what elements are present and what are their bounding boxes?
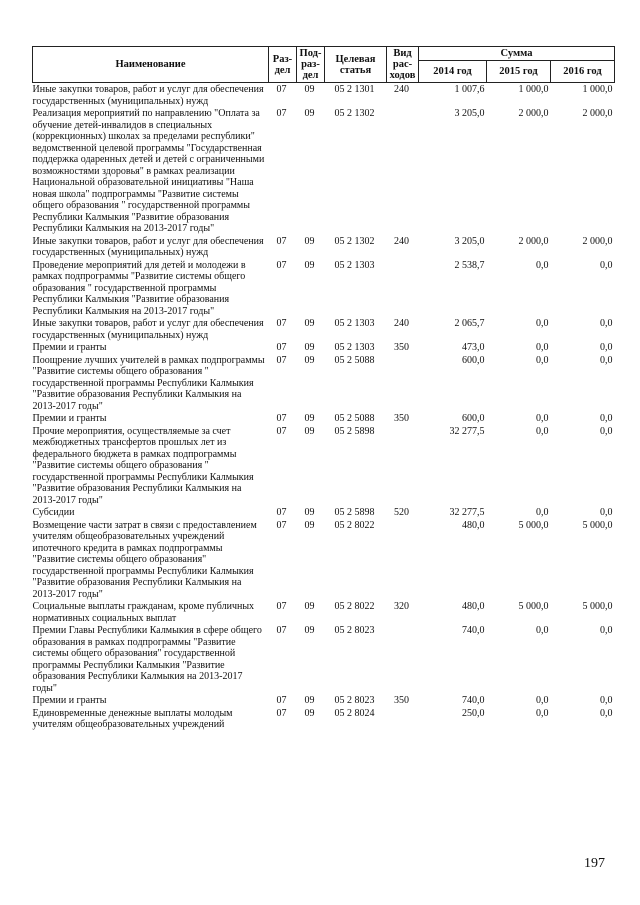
row-subsection: 09 [304,507,315,518]
table-row [33,425,615,507]
row-subsection: 09 [304,235,315,247]
row-name: Премии и гранты [32,342,107,353]
row-name: Возмещение части затрат в связи с предоставлением учителям общеобразовательных учреждений ипотечного кредита в рамках подпрограммы "Развитие системы общего образования" государственной программы Республики Калмыкия "Развитие образования Республики Калмыкия на 2013-2017 годы" [32,519,257,600]
row-sum-2014: 600,0 [462,413,485,424]
row-target-article: 05 2 5088 [334,354,375,366]
row-subsection: 09 [304,413,315,424]
header-year-2015: 2015 год [487,61,551,83]
table-row [33,83,615,108]
row-name: Прочие мероприятия, осуществляемые за счет межбюджетных трансфертов прошлых лет из федерального бюджета в рамках подпрограммы "Развитие системы общего образования " государственной программы Республики Калмыкия "Развитие образования Республики Калмыкия на 2013-2017 годы" [32,425,254,506]
row-sum-2014: 740,0 [462,695,485,706]
row-sum-2016: 0,0 [600,342,613,353]
row-subsection: 09 [304,108,315,119]
row-target-article: 05 2 1302 [334,108,375,119]
row-sum-2015: 2 000,0 [518,108,549,119]
table-row [33,259,615,318]
row-sum-2016: 0,0 [600,425,613,437]
row-sum-2016: 0,0 [600,707,613,719]
row-section: 07 [276,259,287,271]
row-sum-2014: 473,0 [462,342,485,353]
row-target-article: 05 2 5088 [334,413,375,424]
row-target-article: 05 2 1301 [334,84,375,95]
header-sum: Сумма [419,47,615,61]
row-sum-2015: 2 000,0 [518,235,549,247]
header-expense-type: Вид рас-ходов [387,47,419,83]
row-sum-2016: 0,0 [600,507,613,518]
header-name: Наименование [33,47,269,83]
table-row [33,341,615,354]
row-expense-type: 520 [394,507,409,518]
row-section: 07 [276,507,287,518]
row-sum-2015: 5 000,0 [518,601,549,612]
row-section: 07 [276,318,287,329]
row-name: Социальные выплаты гражданам, кроме публичных нормативных социальных выплат [32,601,255,624]
row-name: Иные закупки товаров, работ и услуг для обеспечения государственных (муниципальных) нужд [32,84,264,107]
row-sum-2014: 1 007,6 [454,84,485,95]
row-subsection: 09 [304,354,315,366]
row-expense-type [387,107,419,235]
row-sum-2015: 5 000,0 [518,519,549,531]
header-section: Раз-дел [269,47,297,83]
row-sum-2015: 0,0 [536,695,549,706]
row-subsection: 09 [304,425,315,437]
table-row [33,707,615,731]
row-target-article: 05 2 8023 [334,695,375,706]
row-section: 07 [276,354,287,366]
row-sum-2016: 0,0 [600,413,613,424]
row-sum-2016: 0,0 [600,318,613,329]
row-sum-2015: 0,0 [536,413,549,424]
row-sum-2016: 0,0 [600,695,613,706]
row-sum-2014: 600,0 [462,354,485,366]
row-sum-2016: 0,0 [600,625,613,636]
row-sum-2014: 32 277,5 [449,507,485,518]
row-name: Субсидии [32,507,75,518]
row-sum-2016: 2 000,0 [582,235,613,247]
page-number: 197 [584,856,605,871]
header-target-article: Целевая статья [325,47,387,83]
table-row [33,107,615,235]
row-sum-2015: 0,0 [536,625,549,636]
row-expense-type [387,259,419,318]
row-name: Премии и гранты [32,695,107,706]
row-section: 07 [276,695,287,706]
row-target-article: 05 2 8022 [334,601,375,612]
row-subsection: 09 [304,259,315,271]
row-section: 07 [276,707,287,719]
row-section: 07 [276,601,287,612]
row-target-article: 05 2 8024 [334,707,375,719]
row-expense-type: 350 [394,695,409,706]
row-subsection: 09 [304,84,315,95]
row-target-article: 05 2 5898 [334,507,375,518]
row-subsection: 09 [304,601,315,612]
row-expense-type: 350 [394,342,409,353]
row-sum-2014: 3 205,0 [454,235,485,247]
row-section: 07 [276,108,287,119]
header-year-2016: 2016 год [551,61,615,83]
row-name: Иные закупки товаров, работ и услуг для обеспечения государственных (муниципальных) нужд [32,235,264,258]
table-row [33,506,615,519]
row-target-article: 05 2 1303 [334,318,375,329]
table-row [33,235,615,259]
row-sum-2016: 5 000,0 [582,519,613,531]
header-year-2014: 2014 год [419,61,487,83]
row-name: Проведение мероприятий для детей и молодежи в рамках подпрограммы "Развитие системы общего образования " государственной программы Республики Калмыкия "Развитие образования Республики Калмыкия на 2013-2017 годы" [32,259,246,317]
row-sum-2014: 2 538,7 [454,259,485,271]
row-name: Иные закупки товаров, работ и услуг для обеспечения государственных (муниципальных) нужд [32,318,264,341]
row-sum-2014: 740,0 [462,625,485,636]
row-expense-type [387,425,419,507]
row-section: 07 [276,84,287,95]
row-sum-2014: 2 065,7 [454,318,485,329]
table-row [33,317,615,341]
row-expense-type: 240 [394,235,409,247]
row-sum-2016: 5 000,0 [582,601,613,612]
row-section: 07 [276,625,287,636]
row-sum-2014: 250,0 [462,707,485,719]
row-name: Поощрение лучших учителей в рамках подпрограммы "Развитие системы общего образования " государственной программы Республики Калмыкия "Развитие образования Республики Калмыкия на 2013-2017 годы" [32,354,265,412]
table-body [33,83,615,731]
table-row [33,412,615,425]
row-expense-type [387,354,419,413]
row-target-article: 05 2 8023 [334,625,375,636]
row-expense-type: 240 [394,318,409,329]
row-name: Единовременные денежные выплаты молодым учителям общеобразовательных учреждений [32,707,233,730]
row-subsection: 09 [304,707,315,719]
row-target-article: 05 2 1303 [334,259,375,271]
row-subsection: 09 [304,519,315,531]
row-expense-type [387,624,419,694]
table-row [33,600,615,624]
row-sum-2015: 0,0 [536,354,549,366]
row-expense-type: 320 [394,601,409,612]
row-sum-2015: 0,0 [536,259,549,271]
row-subsection: 09 [304,342,315,353]
row-target-article: 05 2 1302 [334,235,375,247]
row-subsection: 09 [304,695,315,706]
row-sum-2014: 3 205,0 [454,108,485,119]
header-subsection: Под-раз-дел [297,47,325,83]
table-row [33,624,615,694]
row-expense-type: 350 [394,413,409,424]
row-sum-2015: 0,0 [536,425,549,437]
row-target-article: 05 2 8022 [334,519,375,531]
row-sum-2016: 0,0 [600,259,613,271]
row-sum-2014: 480,0 [462,519,485,531]
row-expense-type [387,519,419,601]
row-sum-2015: 0,0 [536,342,549,353]
row-expense-type [387,707,419,731]
row-sum-2014: 32 277,5 [449,425,485,437]
table-row [33,354,615,413]
row-section: 07 [276,342,287,353]
row-name: Реализация мероприятий по направлению "Оплата за обучение детей-инвалидов в специальных (коррекционных) школах за пределами республики" ведомственной целевой программы "Государственная поддержка одаренных детей и детей с ограниченными возможностями здоровья" в рамках реализации Национальной образовательной инициативы "Наша новая школа" подпрограммы "Развитие системы общего образования " государственной программы Республики Калмыкия "Развитие образования Республики Калмыкия на 2013-2017 годы" [32,108,265,234]
row-sum-2015: 1 000,0 [518,84,549,95]
row-target-article: 05 2 1303 [334,342,375,353]
table-header [33,47,615,83]
row-sum-2015: 0,0 [536,318,549,329]
table-row [33,694,615,707]
row-section: 07 [276,519,287,531]
row-section: 07 [276,413,287,424]
row-sum-2015: 0,0 [536,707,549,719]
budget-table [32,46,615,731]
row-subsection: 09 [304,318,315,329]
row-section: 07 [276,235,287,247]
row-sum-2015: 0,0 [536,507,549,518]
row-expense-type: 240 [394,84,409,95]
row-target-article: 05 2 5898 [334,425,375,437]
row-sum-2016: 1 000,0 [582,84,613,95]
table-row [33,519,615,601]
row-section: 07 [276,425,287,437]
row-name: Премии Главы Республики Калмыкия в сфере общего образования в рамках подпрограммы "Развитие системы общего образования" государственной программы Республики Калмыкия "Развитие образования Республики Калмыкия на 2013-2017 годы" [32,625,262,694]
row-name: Премии и гранты [32,413,107,424]
row-sum-2016: 2 000,0 [582,108,613,119]
row-sum-2014: 480,0 [462,601,485,612]
row-sum-2016: 0,0 [600,354,613,366]
row-subsection: 09 [304,625,315,636]
